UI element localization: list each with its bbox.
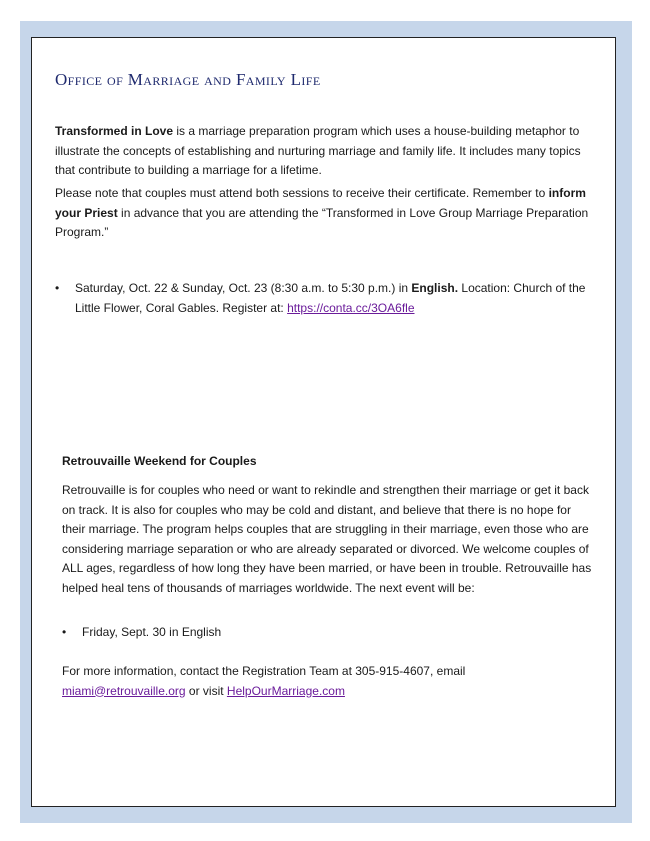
note-text-after: in advance that you are attending the “Transformed in Love Group Marriage Preparation Program.”: [55, 205, 589, 239]
program-name: Transformed in Love: [55, 124, 174, 138]
register-link[interactable]: https://conta.cc/3OA6fle: [287, 300, 415, 315]
session-date: Saturday, Oct. 22 & Sunday, Oct. 23 (8:30 a.m. to 5:30 p.m.) in: [75, 281, 412, 295]
session-text: [75, 279, 600, 318]
document-page: [31, 37, 616, 807]
website-link[interactable]: HelpOurMarriage.com: [226, 683, 345, 698]
contact-paragraph: [62, 662, 592, 701]
session-list-item: [55, 279, 600, 318]
session-location: Location: Church of the Little Flower, Coral Gables. Register at:: [75, 281, 586, 315]
bullet-icon: •: [62, 625, 67, 639]
retrouvaille-event: Friday, Sept. 30 in English: [82, 625, 222, 639]
note-bold-text: inform your Priest: [55, 186, 586, 220]
email-link[interactable]: miami@retrouvaille.org: [62, 683, 186, 698]
contact-text: For more information, contact the Registration Team at 305-915-4607, email: [62, 664, 466, 678]
intro-text: is a marriage preparation program which uses a house-building metaphor to illustrate the concepts of establishing and nurturing marriage and family life. It includes many topics that contribute to building a marriage for a lifetime.: [55, 124, 581, 177]
retrouvaille-list-item: [62, 623, 221, 643]
bullet-icon: •: [55, 281, 60, 295]
note-paragraph: [55, 184, 595, 243]
page-title: Office of Marriage and Family Life: [55, 70, 321, 89]
intro-paragraph: [55, 122, 595, 181]
note-text-before: Please note that couples must attend both sessions to receive their certificate. Remember to: [55, 186, 549, 200]
contact-middle-text: or visit: [185, 683, 227, 698]
retrouvaille-heading: Retrouvaille Weekend for Couples: [62, 454, 257, 468]
session-language: English.: [411, 281, 459, 295]
retrouvaille-description: Retrouvaille is for couples who need or want to rekindle and strengthen their marriage or get it back on track. It is also for couples who may be cold and distant, and believe that there is no hope for their marriage. The program helps couples that are struggling in their marriage, even those who are considering marriage separation or who are already separated or divorced. We welcome couples of ALL ages, regardless of how long they have been married, or have been in trouble. Retrouvaille has helped heal tens of thousands of marriages worldwide. The next event will be:: [62, 483, 592, 595]
